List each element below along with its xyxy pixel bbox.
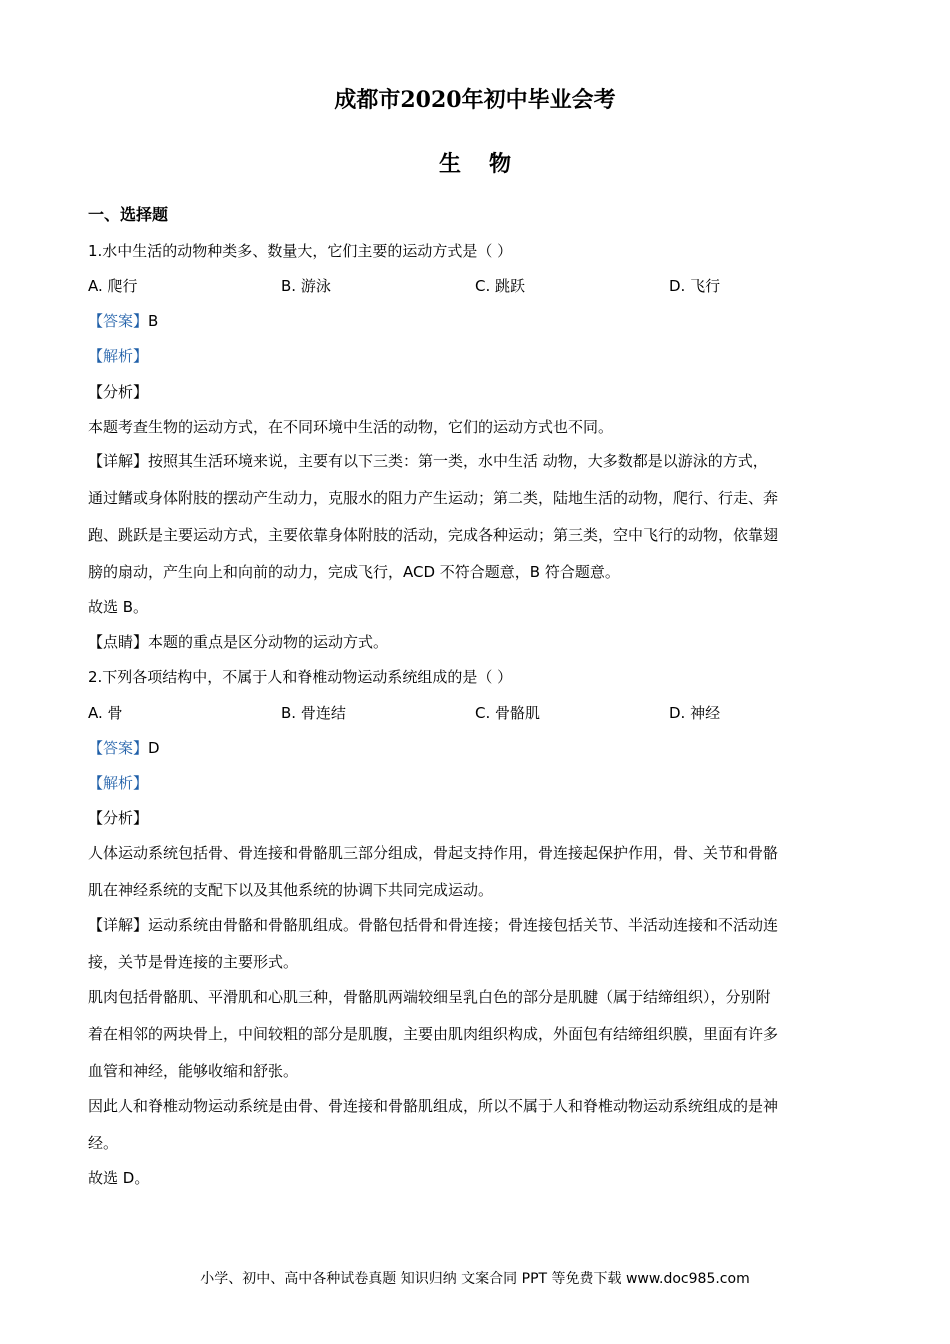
page-footer: 小学、初中、高中各种试卷真题 知识归纳 文案合同 PPT 等免费下载 www.doc985.com xyxy=(200,1271,750,1287)
q2-fenxi-line: 肌在神经系统的支配下以及其他系统的协调下共同完成运动。 xyxy=(88,881,494,899)
q2-muscle-line: 血管和神经，能够收缩和舒张。 xyxy=(88,1062,299,1080)
detail-text: 运动系统由骨骼和骨骼肌组成。骨骼包括骨和骨连接；骨连接包括关节、半活动连接和不活动连 xyxy=(148,916,779,934)
q1-option-a: A. 爬行 xyxy=(88,277,138,295)
q2-detail-line: 接，关节是骨连接的主要形式。 xyxy=(88,953,299,971)
detail-text: 按照其生活环境来说，主要有以下三类：第一类，水中生活 动物，大多数都是以游泳的方式， xyxy=(148,452,768,470)
q2-fenxi-tag: 【分析】 xyxy=(88,809,149,827)
q1-choice: 故选 B。 xyxy=(88,598,149,616)
q2-detail-line xyxy=(88,913,868,937)
q2-analysis-tag: 【解析】 xyxy=(88,774,149,792)
comment-tag: 【点睛】 xyxy=(88,633,149,651)
q1-detail-line xyxy=(88,449,868,473)
detail-tag: 【详解】 xyxy=(88,452,149,470)
answer-tag: 【答案】 xyxy=(88,739,149,757)
answer-tag: 【答案】 xyxy=(88,312,149,330)
q2-conclusion-line: 因此人和脊椎动物运动系统是由骨、骨连接和骨骼肌组成，所以不属于人和脊椎动物运动系统组成的是神 xyxy=(88,1097,779,1115)
q1-fenxi-text: 本题考查生物的运动方式，在不同环境中生活的动物，它们的运动方式也不同。 xyxy=(88,418,614,436)
page-title: 成都市2020年初中毕业会考 xyxy=(334,87,616,113)
question-2: 2.下列各项结构中，不属于人和脊椎动物运动系统组成的是（ ） xyxy=(88,668,513,686)
subject-title: 生物 xyxy=(438,151,539,177)
detail-tag: 【详解】 xyxy=(88,916,149,934)
q1-comment xyxy=(88,630,868,654)
q2-choice: 故选 D。 xyxy=(88,1169,150,1187)
q2-option-b: B. 骨连结 xyxy=(281,704,346,722)
answer-value: B xyxy=(148,312,159,330)
section-heading: 一、选择题 xyxy=(88,205,169,224)
q1-option-d: D. 飞行 xyxy=(669,277,721,295)
q1-answer xyxy=(88,309,868,333)
q1-detail-line: 跑、跳跃是主要运动方式，主要依靠身体附肢的活动，完成各种运动；第三类，空中飞行的动物，依靠翅 xyxy=(88,526,779,544)
q1-option-c: C. 跳跃 xyxy=(475,277,526,295)
q2-muscle-line: 着在相邻的两块骨上，中间较粗的部分是肌腹，主要由肌肉组织构成，外面包有结缔组织膜，里面有许多 xyxy=(88,1025,779,1043)
question-1: 1.水中生活的动物种类多、数量大，它们主要的运动方式是（ ） xyxy=(88,242,513,260)
q2-answer xyxy=(88,736,868,760)
q1-detail-line: 膀的扇动，产生向上和向前的动力，完成飞行，ACD 不符合题意，B 符合题意。 xyxy=(88,563,620,581)
q1-analysis-tag: 【解析】 xyxy=(88,347,149,365)
q2-option-c: C. 骨骼肌 xyxy=(475,704,541,722)
q1-option-b: B. 游泳 xyxy=(281,277,331,295)
q1-fenxi-tag: 【分析】 xyxy=(88,383,149,401)
q1-detail-line: 通过鳍或身体附肢的摆动产生动力，克服水的阻力产生运动；第二类，陆地生活的动物，爬行、行走、奔 xyxy=(88,489,779,507)
q2-muscle-line: 肌肉包括骨骼肌、平滑肌和心肌三种，骨骼肌两端较细呈乳白色的部分是肌腱（属于结缔组织），分别附 xyxy=(88,988,771,1006)
q2-fenxi-line: 人体运动系统包括骨、骨连接和骨骼肌三部分组成，骨起支持作用，骨连接起保护作用，骨、关节和骨骼 xyxy=(88,844,779,862)
q2-option-d: D. 神经 xyxy=(669,704,721,722)
answer-value: D xyxy=(148,739,160,757)
q2-conclusion-line: 经。 xyxy=(88,1134,119,1152)
comment-text: 本题的重点是区分动物的运动方式。 xyxy=(148,633,389,651)
q2-option-a: A. 骨 xyxy=(88,704,123,722)
